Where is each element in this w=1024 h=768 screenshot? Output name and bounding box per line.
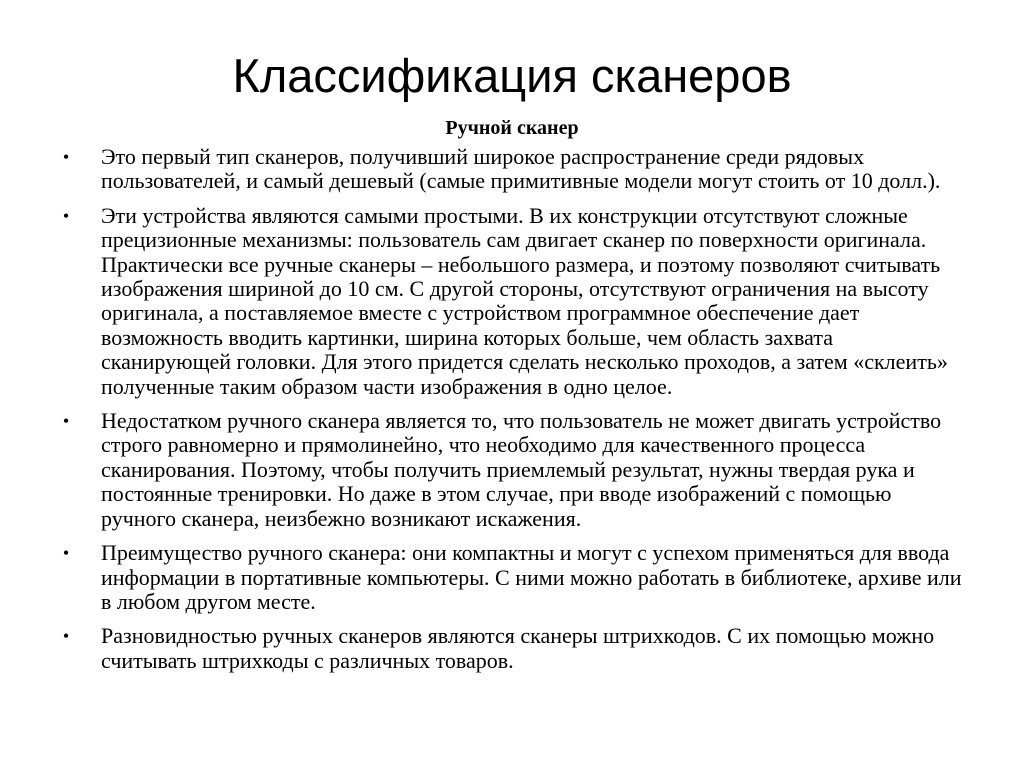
bullet-item	[62, 623, 967, 673]
bullet-item	[62, 540, 967, 614]
bullet-text: Преимущество ручного сканера: они компактны и могут с успехом применяться для ввода информации в портативные компьютеры. С ними можно работать в библиотеке, архиве или в любом другом месте.	[101, 540, 962, 614]
bullet-text: Разновидностью ручных сканеров являются сканеры штрихкодов. С их помощью можно считывать штрихкоды с различных товаров.	[101, 623, 935, 673]
slide-title: Классификация сканеров	[232, 49, 792, 102]
bullet-dot-icon: •	[62, 411, 70, 432]
slide-subheading: Ручной сканер	[445, 117, 579, 139]
bullet-text: Это первый тип сканеров, получивший широкое распространение среди рядовых пользователей, и самый дешевый (самые примитивные модели могут стоить от 10 долл.).	[101, 144, 941, 194]
bullet-item	[62, 408, 967, 531]
bullet-dot-icon: •	[62, 626, 70, 647]
bullet-dot-icon: •	[62, 147, 70, 167]
bullet-item	[62, 202, 967, 399]
bullet-text: Недостатком ручного сканера является то, что пользователь не может двигать устройство строго равномерно и прямолинейно, что необходимо для качественного процесса сканирования. Поэтому, чтобы получить приемлемый результат, нужны твердая рука и постоянные тренировки. Но даже в этом случае, при вводе изображений с помощью ручного сканера, неизбежно возникают искажения.	[101, 408, 942, 531]
bullet-list	[62, 144, 967, 683]
bullet-text: Эти устройства являются самыми простыми. В их конструкции отсутствуют сложные прецизионные механизмы: пользователь сам двигает сканер по поверхности оригинала. Практически все ручные сканеры – небольшого размера, и поэтому позволяют считывать изображения шириной до 10 см. С другой стороны, отсутствуют ограничения на высоту оригинала, а поставляемое вместе с устройством программное обеспечение дает возможность вводить картинки, ширина которых больше, чем область захвата сканирующей головки. Для этого придется сделать несколько проходов, а затем «склеить» полученные таким образом части изображения в одно целое.	[101, 202, 948, 399]
bullet-dot-icon: •	[62, 205, 70, 226]
bullet-dot-icon: •	[62, 543, 70, 564]
bullet-item	[62, 144, 967, 194]
